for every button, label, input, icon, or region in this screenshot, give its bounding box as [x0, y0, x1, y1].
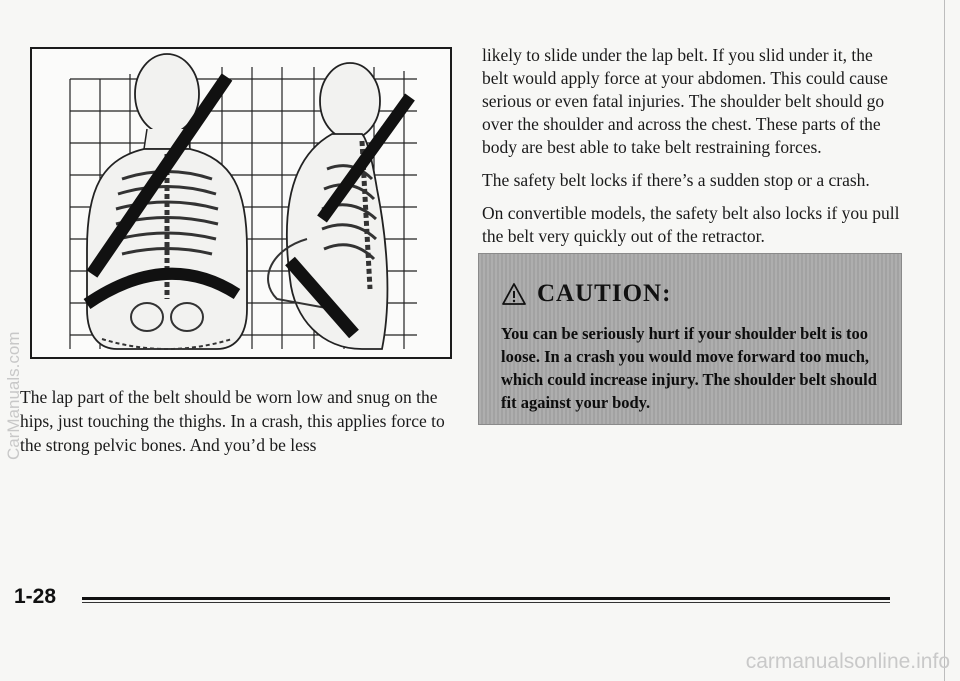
shoulder-belt-paragraph: likely to slide under the lap belt. If you slid under it, the belt would apply force at your abdomen. This could cause serious or even fatal injuries. The shoulder belt should go over the shoulder and across the chest. These parts of the body are best able to take belt restraining forces.: [482, 45, 888, 157]
side-watermark: CarManuals.com: [4, 331, 23, 460]
caution-header: [501, 280, 671, 308]
side-skeleton: [268, 63, 410, 349]
bottom-watermark: carmanualsonline.info: [745, 650, 950, 673]
front-skeleton: [87, 54, 247, 349]
page-number: 1-28: [14, 585, 57, 608]
belt-locks-paragraph: The safety belt locks if there’s a sudden stop or a crash.: [482, 170, 870, 190]
page-edge: [944, 0, 945, 681]
footer-rule-thin: [82, 602, 890, 603]
seatbelt-illustration: [30, 47, 452, 359]
warning-triangle-icon: [501, 282, 527, 306]
caution-title: CAUTION:: [537, 280, 672, 307]
caution-box: [478, 253, 902, 425]
right-column: [482, 44, 902, 258]
lap-belt-paragraph: The lap part of the belt should be worn low and snug on the hips, just touching the thighs. In a crash, this applies force to the strong pelvic bones. And you’d be less: [20, 387, 445, 455]
seatbelt-skeleton-drawing: [32, 49, 450, 357]
left-column: [20, 385, 450, 457]
convertible-paragraph: On convertible models, the safety belt also locks if you pull the belt very quickly out of the retractor.: [482, 203, 900, 246]
caution-body: You can be seriously hurt if your shoulder belt is too loose. In a crash you would move forward too much, which could increase injury. The shoulder belt should fit against your body.: [501, 324, 877, 412]
footer-rule: [82, 597, 890, 600]
